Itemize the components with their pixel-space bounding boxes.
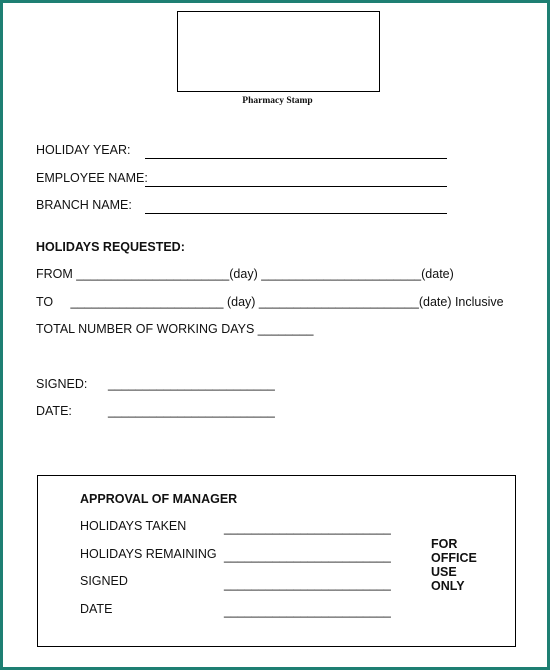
branch-name-field[interactable] — [145, 213, 447, 214]
pharmacy-stamp-box — [177, 11, 380, 92]
to-label: TO — [36, 295, 54, 309]
from-row — [36, 267, 454, 281]
from-day-field[interactable]: ______________________ — [76, 267, 230, 281]
office-note-line: ONLY — [431, 579, 465, 593]
date-label: DATE: — [36, 404, 72, 418]
to-day-label: (day) — [226, 295, 256, 309]
office-note-line: USE — [431, 565, 457, 579]
signed-field[interactable]: ________________________ — [108, 377, 275, 391]
office-note-line: FOR — [431, 537, 458, 551]
total-days-field[interactable]: ________ — [257, 322, 314, 336]
branch-name-label: BRANCH NAME: — [36, 198, 132, 212]
holidays-taken-label: HOLIDAYS TAKEN — [80, 519, 187, 533]
approval-signed-field[interactable]: ________________________ — [224, 577, 391, 591]
approval-heading: APPROVAL OF MANAGER — [80, 492, 238, 506]
from-date-label: (date) — [421, 267, 454, 281]
approval-date-field[interactable]: ________________________ — [224, 604, 391, 618]
holidays-requested-heading: HOLIDAYS REQUESTED: — [36, 240, 185, 254]
to-row — [36, 295, 504, 309]
approval-date-label: DATE — [80, 602, 113, 616]
holiday-year-label: HOLIDAY YEAR: — [36, 143, 131, 157]
approval-signed-label: SIGNED — [80, 574, 128, 588]
to-day-field[interactable]: ______________________ — [70, 295, 224, 309]
signed-label: SIGNED: — [36, 377, 88, 391]
from-date-field[interactable]: _______________________ — [261, 267, 422, 281]
employee-name-label: EMPLOYEE NAME: — [36, 171, 148, 185]
total-days-row — [36, 322, 313, 336]
pharmacy-stamp-label: Pharmacy Stamp — [242, 96, 313, 106]
holidays-taken-field[interactable]: ________________________ — [224, 521, 391, 535]
office-note-line: OFFICE — [431, 551, 477, 565]
to-date-label: (date) Inclusive — [418, 295, 504, 309]
holiday-year-field[interactable] — [145, 158, 447, 159]
date-field[interactable]: ________________________ — [108, 404, 275, 418]
to-date-field[interactable]: _______________________ — [258, 295, 419, 309]
office-use-note — [431, 537, 477, 593]
employee-name-field[interactable] — [145, 186, 447, 187]
holiday-request-form — [3, 3, 547, 667]
total-days-label: TOTAL NUMBER OF WORKING DAYS — [36, 322, 255, 336]
from-day-label: (day) — [229, 267, 258, 281]
holidays-remaining-label: HOLIDAYS REMAINING — [80, 547, 217, 561]
holidays-remaining-field[interactable]: ________________________ — [224, 549, 391, 563]
from-label: FROM — [36, 267, 73, 281]
